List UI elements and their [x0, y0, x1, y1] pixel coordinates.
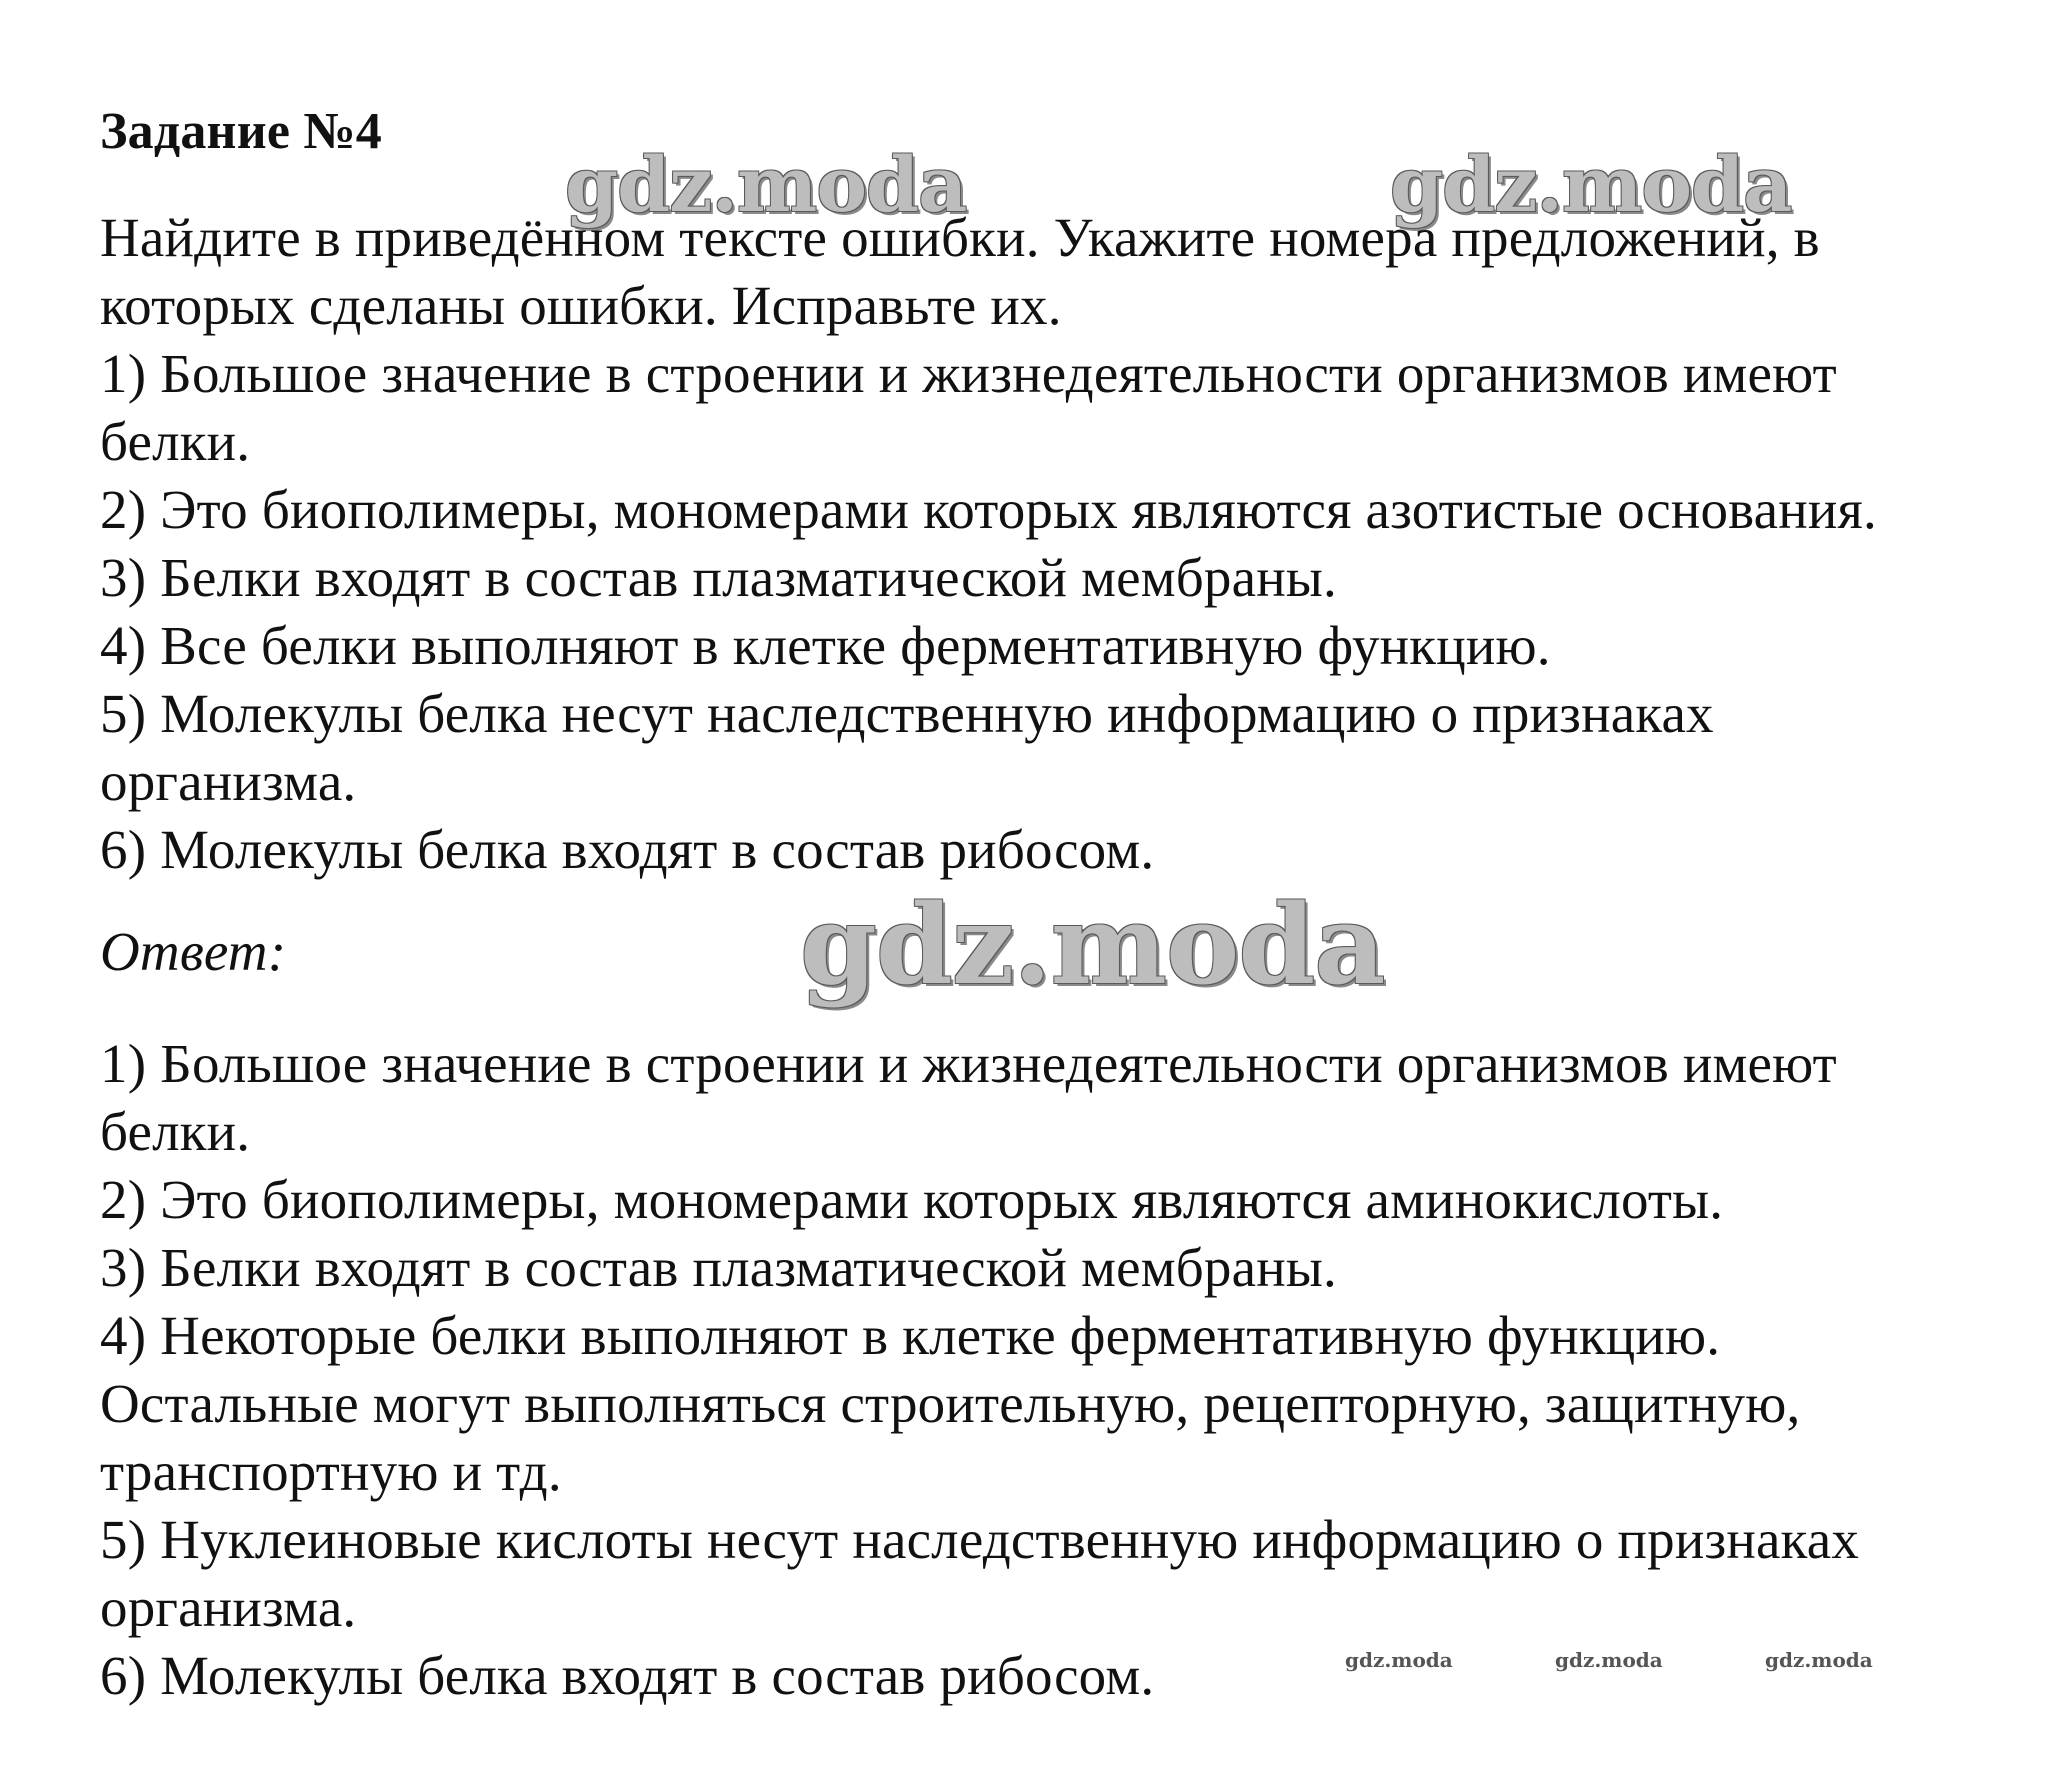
- answer-line: Остальные могут выполняться строительную, рецепторную, защитную,: [100, 1373, 1801, 1434]
- answer-line: 6) Молекулы белка входят в состав рибосом.: [100, 1645, 1155, 1706]
- task-sentence-line: 2) Это биополимеры, мономерами которых являются азотистые основания.: [100, 479, 1877, 540]
- task-sentence-line: 1) Большое значение в строении и жизнедеятельности организмов имеют: [100, 343, 1837, 404]
- watermark-small-1: gdz.moda: [1345, 1648, 1453, 1672]
- watermark-center: gdz.moda: [800, 880, 1385, 1009]
- answer-line: транспортную и тд.: [100, 1441, 562, 1502]
- answer-line: 4) Некоторые белки выполняют в клетке ферментативную функцию.: [100, 1305, 1721, 1366]
- task-sentence-line: 5) Молекулы белка несут наследственную информацию о признаках: [100, 683, 1714, 744]
- task-title: Задание №4: [100, 103, 383, 160]
- answer-line: 2) Это биополимеры, мономерами которых являются аминокислоты.: [100, 1169, 1724, 1230]
- task-sentence-line: белки.: [100, 411, 251, 472]
- task-prompt-line-1: Найдите в приведённом тексте ошибки. Укажите номера предложений, в: [100, 207, 1820, 268]
- watermark-small-3: gdz.moda: [1765, 1648, 1873, 1672]
- answer-label: Ответ:: [100, 921, 287, 982]
- answer-line: 5) Нуклеиновые кислоты несут наследственную информацию о признаках: [100, 1509, 1860, 1570]
- answer-line: организма.: [100, 1577, 357, 1638]
- answer-line: 3) Белки входят в состав плазматической мембраны.: [100, 1237, 1337, 1298]
- watermark-small-2: gdz.moda: [1555, 1648, 1663, 1672]
- task-sentence-line: 4) Все белки выполняют в клетке ферментативную функцию.: [100, 615, 1551, 676]
- task-sentence-line: организма.: [100, 751, 357, 812]
- task-sentence-line: 6) Молекулы белка входят в состав рибосом.: [100, 819, 1155, 880]
- watermark-top-left: gdz.moda: [565, 140, 967, 229]
- task-prompt-line-2: которых сделаны ошибки. Исправьте их.: [100, 275, 1062, 336]
- answer-line: 1) Большое значение в строении и жизнедеятельности организмов имеют: [100, 1033, 1837, 1094]
- watermark-top-right: gdz.moda: [1390, 140, 1792, 229]
- task-sentence-line: 3) Белки входят в состав плазматической мембраны.: [100, 547, 1337, 608]
- answer-line: белки.: [100, 1101, 251, 1162]
